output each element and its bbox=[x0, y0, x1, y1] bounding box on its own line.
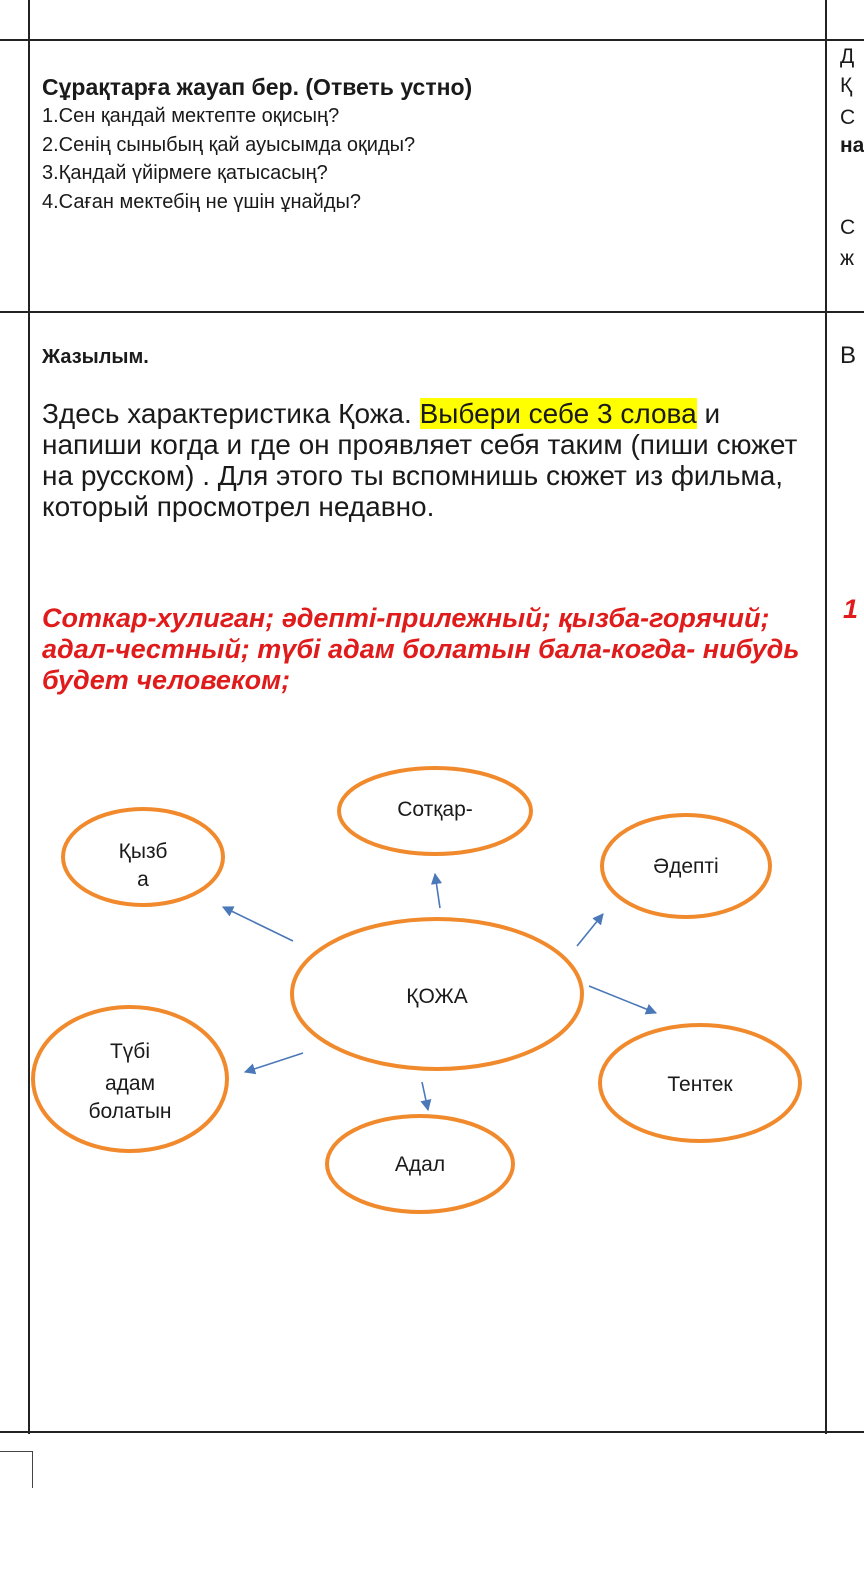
questions-title: Сұрақтарға жауап бер. (Ответь устно) bbox=[42, 74, 473, 100]
writing-label: Жазылым. bbox=[42, 346, 149, 368]
arrow-to-tubi bbox=[245, 1053, 303, 1072]
label-sotkar: Сотқар- bbox=[397, 798, 473, 821]
right-col-number: 1 bbox=[843, 594, 859, 624]
arrow-to-sotkar bbox=[435, 874, 440, 908]
question-2: 2.Сенің сыныбың қай ауысымда оқиды? bbox=[42, 134, 416, 156]
arrow-to-adal bbox=[422, 1082, 428, 1110]
label-tentek: Тентек bbox=[667, 1073, 733, 1096]
label-tubi-1: Түбі bbox=[109, 1040, 151, 1063]
task-text-rest: и напиши когда и где он проявляет себя таким (пиши сюжет на русском) . Для этого ты вспомнишь сюжет из фильма, который просмотрел недавно. bbox=[42, 398, 798, 522]
label-adepti: Әдепті bbox=[653, 855, 719, 878]
question-1: 1.Сен қандай мектепте оқисың? bbox=[42, 105, 340, 127]
right-col-text: ж bbox=[840, 247, 855, 270]
task-highlight: Выбери себе 3 слова bbox=[419, 398, 697, 429]
arrow-to-kyzba bbox=[223, 907, 293, 941]
label-tubi-3: болатын bbox=[88, 1100, 172, 1123]
label-tubi-2: адам bbox=[104, 1072, 156, 1095]
right-col-text: на bbox=[840, 134, 864, 157]
right-col-text: Д bbox=[840, 45, 855, 68]
label-adal: Адал bbox=[394, 1153, 446, 1176]
right-col-writing-letter: В bbox=[840, 342, 857, 369]
question-3: 3.Қандай үйірмеге қатысасың? bbox=[42, 162, 328, 184]
label-kyzba-2: а bbox=[137, 868, 149, 891]
task-text: Здесь характеристика Қожа. bbox=[42, 398, 420, 429]
right-col-text: С bbox=[840, 106, 856, 129]
label-kozha: ҚОЖА bbox=[406, 985, 468, 1008]
arrow-to-adepti bbox=[577, 914, 603, 946]
question-4: 4.Саған мектебің не үшін ұнайды? bbox=[42, 191, 361, 213]
label-kyzba-1: Қызб bbox=[118, 840, 168, 863]
right-col-text: С bbox=[840, 216, 856, 239]
right-col-text: Қ bbox=[840, 74, 853, 97]
arrow-to-tentek bbox=[589, 986, 656, 1013]
answer-text: Соткар-хулиган; әдепті-прилежный; қызба-горячий; адал-честный; түбі адам болатын бала-когда- нибудь будет человеком; bbox=[42, 603, 800, 695]
